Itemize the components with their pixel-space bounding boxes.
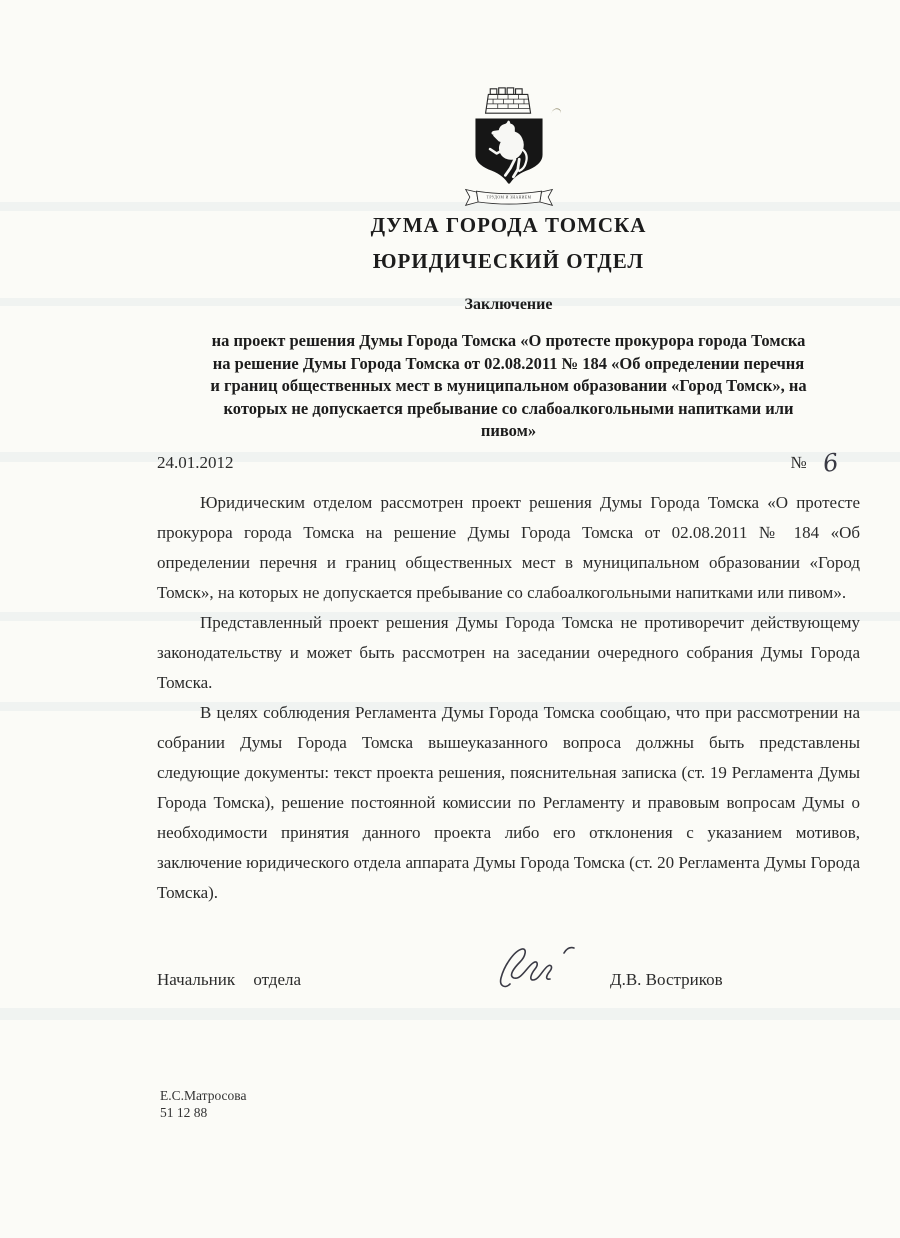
paragraph: Представленный проект решения Думы Города Томска не противоречит действующему законодательству и может быть рассмотрен на заседании очередного собрания Думы Города Томска. (157, 612, 860, 692)
title-line: на решение Думы Города Томска от 02.08.2011 № 184 «Об определении перечня (212, 353, 805, 373)
document-date: 24.01.2012 (157, 452, 234, 472)
title-line: и границ общественных мест в муниципальном образовании «Город Томск», на (210, 376, 807, 395)
document-text (157, 488, 860, 908)
document-body (157, 0, 860, 1014)
signer-name: Д.В. Востриков (610, 969, 723, 989)
executor-name: Е.С.Матросова (160, 1088, 247, 1103)
paragraph: В целях соблюдения Регламента Думы Города Томска сообщаю, что при рассмотрении на собрании Думы Города Томска вышеуказанного вопроса должны быть представлены следующие документы: текст проекта решения, пояснительная записка (ст. 19 Регламента Думы Города Томска), решение постоянной комиссии по Регламенту и правовым вопросам Думы о необходимости принятия данного проекта либо его отклонения с указанием мотивов, заключение юридического отдела аппарата Думы Города Томска (ст. 20 Регламента Думы Города Томска). (157, 702, 860, 902)
title-line: на проект решения Думы Города Томска «О протесте прокурора города Томска (211, 331, 806, 350)
signer-position: Начальник отдела (157, 969, 302, 989)
motto-ribbon-text: ТРУДОМ И ЗНАНИЕМ (486, 195, 531, 200)
document-type-heading: Заключение (464, 296, 553, 313)
shield-with-horse-icon (157, 117, 860, 187)
motto-ribbon (157, 187, 860, 207)
mural-crown-icon (157, 86, 860, 117)
date-number-row (157, 447, 860, 478)
executor-block (160, 1088, 246, 1121)
org-name-line2: ЮРИДИЧЕСКИЙ ОТДЕЛ (372, 249, 645, 273)
executor-phone: 51 12 88 (160, 1104, 208, 1120)
title-line: которых не допускается пребывание со слабоалкогольными напитками или (223, 398, 794, 418)
number-sign-label: № (790, 452, 807, 472)
title-line: пивом» (480, 421, 537, 440)
paragraph: Юридическим отделом рассмотрен проект решения Думы Города Томска «О протесте прокурора города Томска на решение Думы Города Томска от 02.08.2011 № 184 «Об определении перечня и границ общественных мест в муниципальном образовании «Город Томск», на которых не допускается пребывание со слабоалкогольными напитками или пивом». (157, 492, 860, 602)
signature-block (157, 956, 860, 1014)
coat-of-arms-of-tomsk (157, 86, 860, 207)
handwritten-number: 6 (820, 447, 840, 478)
handwritten-signature (492, 938, 587, 1003)
document-title (157, 330, 860, 443)
org-name-line1: ДУМА ГОРОДА ТОМСКА (370, 213, 647, 237)
document-number (790, 447, 840, 478)
